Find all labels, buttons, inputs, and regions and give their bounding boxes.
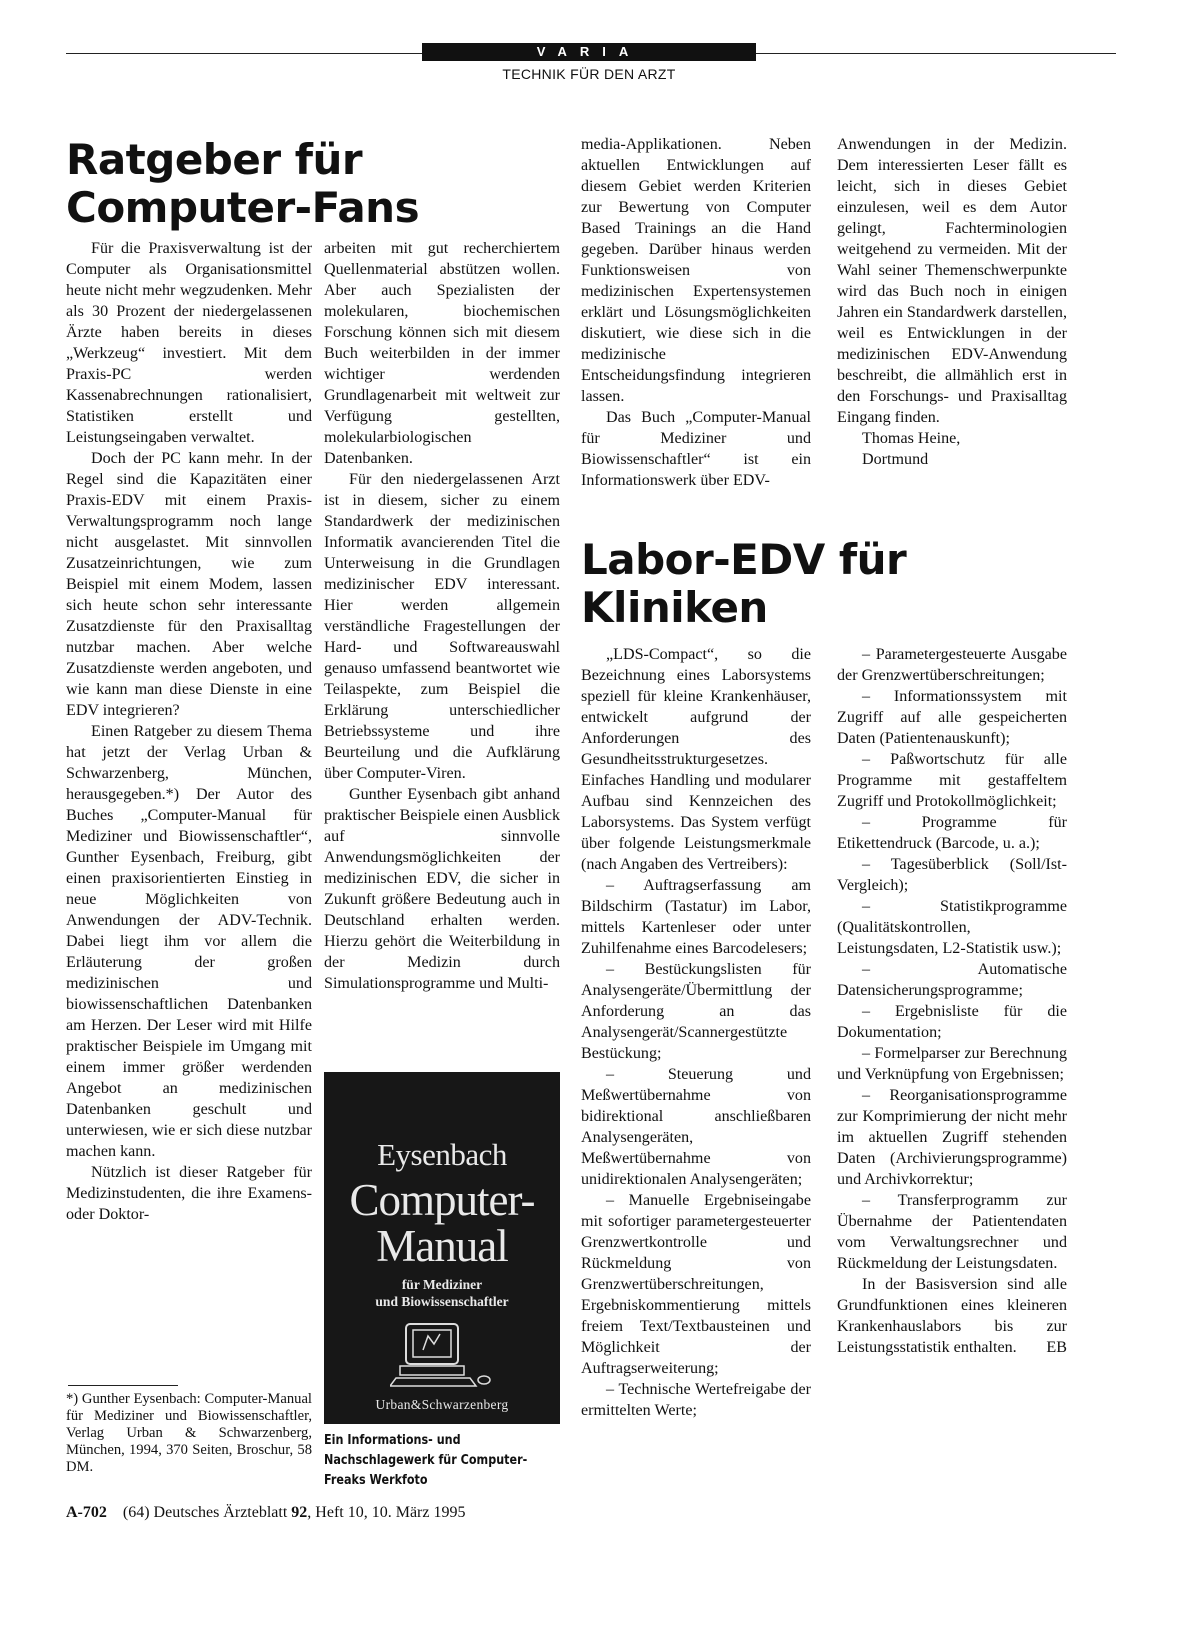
list-item: – Parametergesteuerte Ausgabe der Grenzwertüberschreitungen; [837,646,1067,684]
list-item: – Steuerung und Meßwertübernahme von bidirektional anschließbaren Analysengeräten, Meßwertübernahme von unidirektionalen Analysengeräten; [581,1066,811,1188]
list-item: – Statistikprogramme (Qualitätskontrollen, Leistungsdaten, L2-Statistik usw.); [837,898,1067,957]
paragraph: Gunther Eysenbach gibt anhand praktischer Beispiele einen Ausblick auf sinnvolle Anwendungsmöglichkeiten der medizinischen EDV, die sicher in Zukunft größere Bedeutung auch in Deutschland erhalten werden. Hierzu gehört die Weiterbildung in der Medizin durch Simulationsprogramme und Multi- [324,786,560,992]
article2-column-1 [581,644,811,1421]
article2-column-2 [837,644,1067,1358]
list-item: – Bestückungslisten für Analysengeräte/Übermittlung der Anforderung an das Analysengerät/Scannergestützte Bestückung; [581,961,811,1062]
journal-name: Deutsches Ärzteblatt [153,1504,288,1521]
list-item: – Paßwortschutz für alle Programme mit gestaffeltem Zugriff und Protokollmöglichkeit; [837,751,1067,810]
section-title: TECHNIK FÜR DEN ARZT [502,66,676,82]
book-title-line2: Manual [376,1221,508,1271]
article1-column-1 [66,238,312,1225]
article1-headline-line1: Ratgeber für [66,135,363,184]
list-item: – Reorganisationsprogramme zur Komprimierung der nicht mehr im aktuellen Zugriff stehenden Daten (Archivierungsprogramme) und Archivkorrektur; [837,1087,1067,1188]
list-item: – Formelparser zur Berechnung und Verknüpfung von Ergebnissen; [837,1045,1067,1083]
article1-column-2 [324,238,560,994]
book-author: Eysenbach [377,1137,507,1172]
article1-column-4 [837,134,1067,470]
section-tag: VARIA [422,43,756,61]
page-footer [66,1504,465,1522]
book-publisher: Urban&Schwarzenberg [375,1397,509,1412]
caption-credit: Werkfoto [369,1473,428,1488]
article1-headline-line2: Computer-Fans [66,183,420,232]
book-cover-image [324,1072,560,1424]
article2-headline-line2: Kliniken [581,583,768,632]
paragraph: Für den niedergelassenen Arzt ist in diesem, sicher zu einem Standardwerk der medizinischen Informatik avancierenden Titel die Unterweisung in die Grundlagen medizinischer EDV interessant. Hier werden allgemein verständliche Fragestellungen der Hard- und Softwareauswahl genauso umfassend beantwortet wie Teilaspekte, zum Beispiel die Erklärung unterschiedlicher Betriebssysteme und ihre Beurteilung und die Aufklärung über Computer-Viren. [324,471,560,782]
page-number: A-702 [66,1504,107,1521]
paragraph: In der Basisversion sind alle Grundfunktionen eines kleineren Krankenhauslabors bis zur Leistungsstatistik enthalten. [837,1276,1067,1356]
book-subtitle-line1: für Mediziner [401,1277,483,1292]
paragraph: Für die Praxisverwaltung ist der Computer als Organisationsmittel heute nicht mehr wegzudenken. Mehr als 30 Prozent der niedergelassenen Ärzte haben bereits in dieses „Werkzeug“ investiert. Mit dem Praxis-PC werden Kassenabrechnungen rationalisiert, Statistiken erstellt und Leistungseingaben verwaltet. [66,240,312,446]
image-caption [324,1431,564,1491]
signature-name: Thomas Heine, [862,430,961,447]
computer-icon [390,1322,494,1388]
list-item: – Auftragserfassung am Bildschirm (Tastatur) im Labor, mittels Kartenleser oder unter Zuhilfenahme eines Barcodelesers; [581,877,811,957]
article1-headline [66,136,419,232]
paragraph: Das Buch „Computer-Manual für Mediziner und Biowissenschaftler“ ist ein Informationswerk über EDV- [581,409,811,489]
paragraph: Anwendungen in der Medizin. Dem interessierten Leser fällt es leicht, sich in dieses Gebiet einzulesen, weil es dem Autor gelingt, Fachterminologien weitgehend zu vermeiden. Mit der Wahl seiner Themenschwerpunkte wird das Buch noch in einigen Jahren ein Standardwerk darstellen, weil es Entwicklungen in der medizinischen EDV-Anwendung beschreibt, die allmählich erst in den Forschungs- und Praxisalltag Eingang finden. [837,136,1067,426]
paragraph: media-Applikationen. Neben aktuellen Entwicklungen auf diesem Gebiet werden Kriterien zur Bewertung von Computer Based Trainings an die Hand gegeben. Darüber hinaus werden Funktionsweisen von medizinischen Expertensystemen erklärt und Lösungsmöglichkeiten diskutiert, wie diese sich in die medizinische Entscheidungsfindung integrieren lassen. [581,136,811,405]
caption-text: Ein Informations- und Nachschlagewerk für Computer-Freaks [324,1433,528,1488]
footnote: *) Gunther Eysenbach: Computer-Manual für Mediziner und Biowissenschaftler, Verlag Urban & Schwarzenberg, München, 1994, 370 Seiten, Broschur, 58 DM. [66,1391,312,1475]
list-item: – Technische Wertefreigabe der ermittelten Werte; [581,1381,811,1419]
list-item: – Transferprogramm zur Übernahme der Patientendaten vom Verwaltungsrechner und Rückmeldung der Leistungsdaten. [837,1192,1067,1272]
article1-column-3 [581,134,811,491]
list-item: – Tagesüberblick (Soll/Ist-Vergleich); [837,856,1067,894]
article2-headline [581,536,906,632]
paragraph: Nützlich ist dieser Ratgeber für Medizinstudenten, die ihre Examens- oder Doktor- [66,1164,312,1223]
list-item: – Informationssystem mit Zugriff auf alle gespeicherten Daten (Patientenauskunft); [837,688,1067,747]
paragraph: Doch der PC kann mehr. In der Regel sind die Kapazitäten einer Praxis-EDV mit einem Praxis-Verwaltungsprogramm noch lange nicht ausgelastet. Mit sinnvollen Zusatzeinrichtungen, wie zum Beispiel mit einem Modem, lassen sich heute schon sehr interessante Zusatzdienste für den Praxisalltag nutzbar machen. Aber welche Zusatzdienste werden angeboten, und wie kann man diese Dienste in eine EDV integrieren? [66,450,312,719]
paragraph: Einen Ratgeber zu diesem Thema hat jetzt der Verlag Urban & Schwarzenberg, München, herausgegeben.*) Der Autor des Buches „Computer-Manual für Mediziner und Biowissenschaftler“, Gunther Eysenbach, Freiburg, gibt einen praxisorientierten Einstieg in neue Möglichkeiten von Anwendungen der ADV-Technik. Dabei liegt ihm vor allem die Erläuterung der großen medizinischen und biowissenschaftlichen Datenbanken am Herzen. Der Leser wird mit Hilfe praktischer Beispiele im Umgang mit einem immer größer werdenden Angebot an medizinischen Datenbanken geschult und unterwiesen, wie er sich diese nutzbar machen kann. [66,723,312,1160]
book-title-line1: Computer- [349,1175,535,1225]
page-number-paren: (64) [122,1504,150,1521]
paragraph: arbeiten mit gut recherchiertem Quellenmaterial abstützen wollen. Aber auch Spezialisten der molekularen, biochemischen Forschung können sich mit diesem Buch weiterbilden in der immer wichtiger werdenden Grundlagenarbeit mit weltweit zur Verfügung gestellten, molekularbiologischen Datenbanken. [324,240,560,467]
signature-city: Dortmund [862,451,929,468]
journal-issue: , Heft 10, 10. März 1995 [307,1504,466,1521]
book-subtitle-line2: und Biowissenschaftler [375,1294,509,1309]
footnote-rule [68,1385,178,1386]
list-item: – Ergebnisliste für die Dokumentation; [837,1003,1067,1041]
article2-headline-line1: Labor-EDV für [581,535,907,584]
list-item: – Automatische Datensicherungsprogramme; [837,961,1067,999]
list-item: – Manuelle Ergebniseingabe mit sofortiger parametergesteuerter Grenzwertkontrolle und Rückmeldung von Grenzwertüberschreitungen, Ergebniskommentierung mittels freiem Text/Textbausteinen und Möglichkeit der Auftragserweiterung; [581,1192,811,1377]
paragraph: „LDS-Compact“, so die Bezeichnung eines Laborsystems speziell für kleine Krankenhäuser, entwickelt aufgrund der Anforderungen des Gesundheitsstrukturgesetzes. Einfaches Handling und modularer Aufbau sind Kennzeichen des Laborsystems. Das System verfügt über folgende Leistungsmerkmale (nach Angaben des Vertreibers): [581,646,811,873]
author-initials: EB [1046,1339,1067,1356]
list-item: – Programme für Etikettendruck (Barcode, u. a.); [837,814,1067,852]
journal-volume: 92 [291,1504,308,1521]
